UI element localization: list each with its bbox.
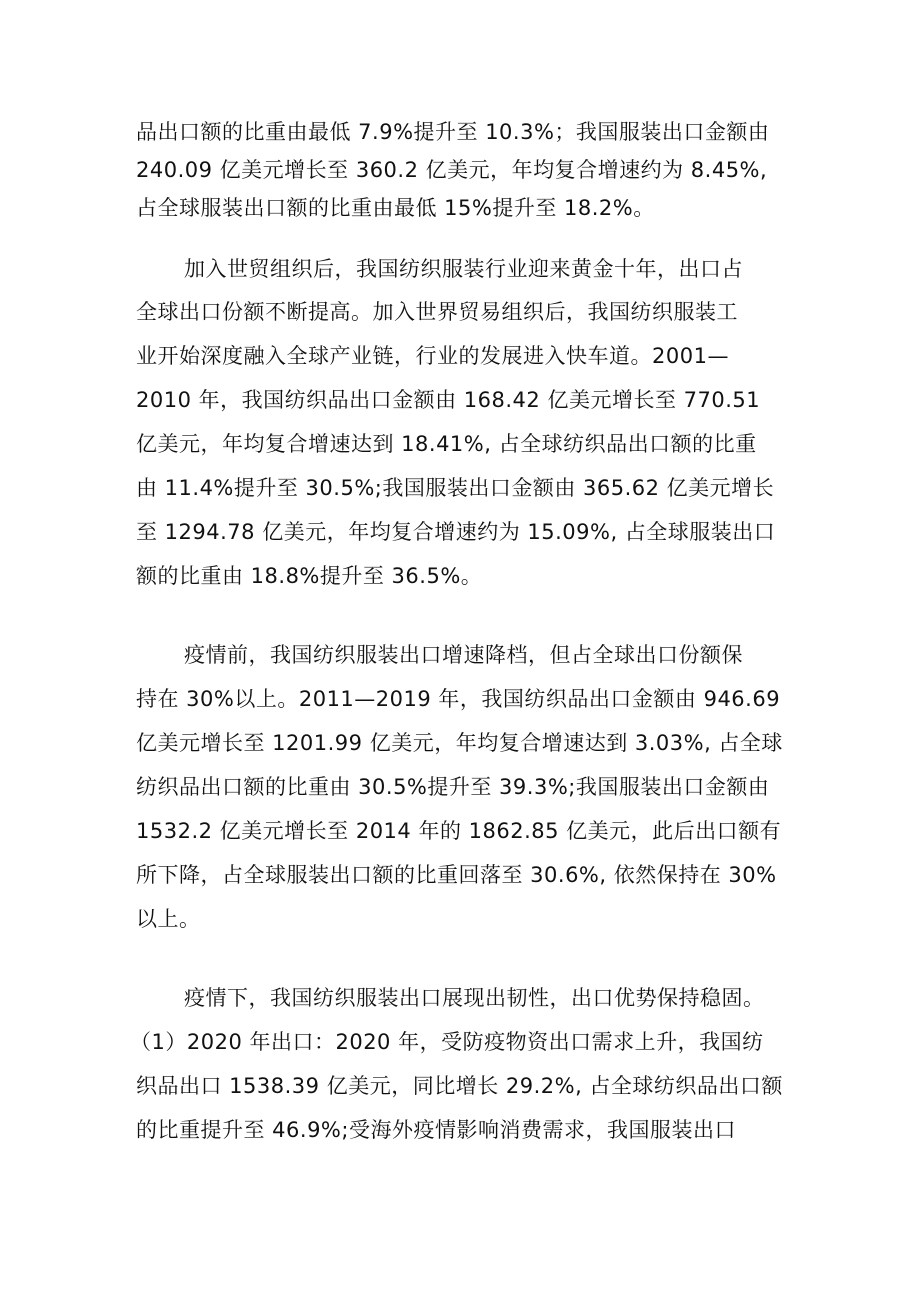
text-line: 品出口额的比重由最低 7.9%提升至 10.3%；我国服装出口金额由 (136, 120, 770, 144)
text-line: 240.09 亿美元增长至 360.2 亿美元，年均复合增速约为 8.45%, (136, 158, 768, 182)
text-line: 的比重提升至 46.9%;受海外疫情影响消费需求，我国服装出口 (136, 1118, 736, 1142)
text-line: 以上。 (136, 907, 201, 931)
text-line: 由 11.4%提升至 30.5%;我国服装出口金额由 365.62 亿美元增长 (136, 476, 775, 500)
text-line: 额的比重由 18.8%提升至 36.5%。 (136, 564, 483, 588)
paragraph-first-line: 疫情下，我国纺织服装出口展现出韧性，出口优势保持稳固。 (184, 986, 765, 1010)
text-line: 占全球服装出口额的比重由最低 15%提升至 18.2%。 (136, 196, 655, 220)
text-line: 2010 年，我国纺织品出口金额由 168.42 亿美元增长至 770.51 (136, 388, 761, 412)
text-line: 持在 30%以上。2011—2019 年，我国纺织品出口金额由 946.69 (136, 687, 781, 711)
text-line: 业开始深度融入全球产业链，行业的发展进入快车道。2001— (136, 344, 729, 368)
text-line: 全球出口份额不断提高。加入世界贸易组织后，我国纺织服装工 (136, 300, 738, 324)
text-line: 纺织品出口额的比重由 30.5%提升至 39.3%;我国服装出口金额由 (136, 775, 770, 799)
text-line: 所下降，占全球服装出口额的比重回落至 30.6%, 依然保持在 30% (136, 863, 777, 887)
text-line: （1）2020 年出口：2020 年，受防疫物资出口需求上升，我国纺 (130, 1030, 764, 1054)
text-line: 亿美元，年均复合增速达到 18.41%, 占全球纺织品出口额的比重 (136, 432, 757, 456)
text-line: 1532.2 亿美元增长至 2014 年的 1862.85 亿美元，此后出口额有 (136, 819, 782, 843)
paragraph-first-line: 加入世贸组织后，我国纺织服装行业迎来黄金十年，出口占 (184, 257, 743, 281)
text-line: 至 1294.78 亿美元，年均复合增速约为 15.09%, 占全球服装出口 (136, 520, 776, 544)
text-line: 织品出口 1538.39 亿美元，同比增长 29.2%, 占全球纺织品出口额 (136, 1074, 783, 1098)
paragraph-first-line: 疫情前，我国纺织服装出口增速降档，但占全球出口份额保 (184, 643, 743, 667)
text-line: 亿美元增长至 1201.99 亿美元，年均复合增速达到 3.03%, 占全球 (136, 731, 783, 755)
